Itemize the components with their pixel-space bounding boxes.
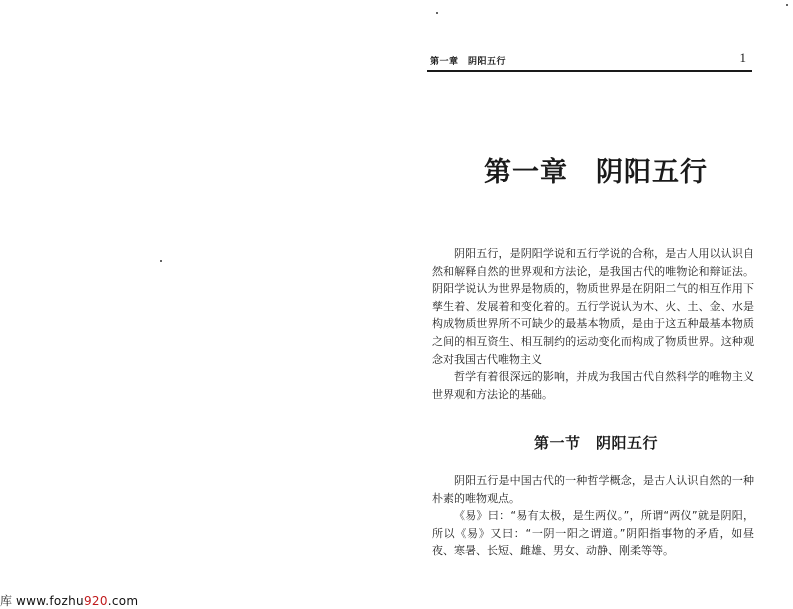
watermark-url xyxy=(16,594,138,608)
paragraph: 哲学有着很深远的影响，并成为我国古代自然科学的唯物主义世界观和方法论的基础。 xyxy=(432,370,754,401)
running-header-title: 第一章 阴阳五行 xyxy=(430,57,507,67)
paragraph: 《易》曰：“易有太极，是生两仪。”，所谓“两仪”就是阴阳，所以《易》又曰：“一阴一阳之谓道。”阴阳指事物的矛盾，如昼夜、寒暑、长短、雌雄、男女、动静、刚柔等等。 xyxy=(432,509,754,558)
watermark-prefix: 库 xyxy=(0,594,13,608)
page-number: 1 xyxy=(739,50,746,65)
watermark-url-start: www.fozhu xyxy=(16,594,84,608)
section-title: 第一节 阴阳五行 xyxy=(533,434,658,452)
section-text xyxy=(432,472,754,560)
paragraph: 阴阳五行，是阴阳学说和五行学说的合称，是古人用以认识自然和解释自然的世界观和方法论，是我国古代的唯物论和辩证法。阴阳学说认为世界是物质的，物质世界是在阴阳二气的相互作用下孳生着、发展着和变化着的。五行学说认为木、火、土、金、水是构成物质世界所不可缺少的最基本物质，是由于这五种最基本物质之间的相互资生、相互制约的运动变化而构成了物质世界。这种观念对我国古代唯物主义 xyxy=(432,247,754,366)
site-watermark xyxy=(0,592,138,609)
intro-text xyxy=(432,245,754,403)
scan-speck xyxy=(160,260,162,262)
header-rule xyxy=(427,70,752,72)
running-header xyxy=(427,50,752,71)
watermark-url-end: .com xyxy=(107,594,139,608)
chapter-title: 第一章 阴阳五行 xyxy=(484,157,708,188)
scan-speck xyxy=(786,4,788,6)
watermark-url-red: 920 xyxy=(83,594,108,608)
scan-speck xyxy=(436,12,438,14)
paragraph: 阴阳五行是中国古代的一种哲学概念，是古人认识自然的一种朴素的唯物观点。 xyxy=(432,474,754,505)
